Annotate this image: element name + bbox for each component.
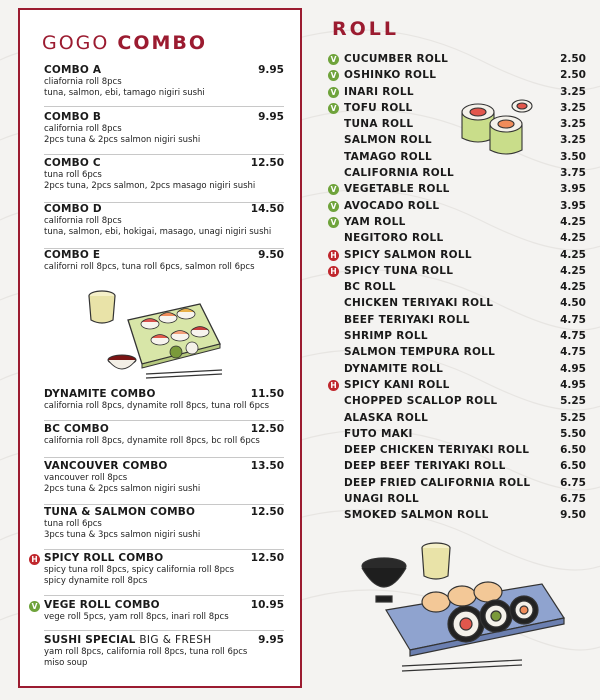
- combo-item-price: 9.95: [258, 111, 284, 123]
- roll-item[interactable]: [328, 411, 586, 427]
- roll-item-name: CHICKEN TERIYAKI ROLL: [344, 297, 494, 310]
- roll-item-price: 5.50: [560, 427, 586, 440]
- roll-item-name: YAM ROLL: [344, 215, 406, 228]
- combo-item-name: VEGE ROLL COMBO: [44, 599, 160, 611]
- roll-item-name: TAMAGO ROLL: [344, 150, 432, 163]
- hot-badge-icon: H: [328, 380, 339, 391]
- roll-item-price: 4.25: [560, 264, 586, 277]
- chopsticks-icon: [402, 660, 522, 671]
- roll-item-price: 5.25: [560, 411, 586, 424]
- roll-item-price: 6.50: [560, 444, 586, 457]
- combo-item-name: COMBO C: [44, 157, 101, 169]
- combo-item-desc: californi roll 8pcs, tuna roll 6pcs, salmon roll 6pcs: [44, 262, 255, 272]
- roll-item-name: UNAGI ROLL: [344, 493, 420, 506]
- hot-badge-icon: H: [328, 250, 339, 261]
- roll-item-name: SPICY KANI ROLL: [344, 378, 450, 391]
- roll-item[interactable]: [328, 199, 586, 215]
- combo-item-b[interactable]: [44, 111, 284, 155]
- combo-item-name: DYNAMITE COMBO: [44, 388, 156, 400]
- roll-item-price: 4.95: [560, 362, 586, 375]
- roll-item-name: OSHINKO ROLL: [344, 69, 437, 82]
- roll-item-name: DEEP FRIED CALIFORNIA ROLL: [344, 476, 531, 489]
- combo-item-desc: california roll 8pcs: [44, 216, 122, 226]
- roll-item-price: 4.25: [560, 215, 586, 228]
- combo-item-d[interactable]: [44, 203, 284, 249]
- roll-item-price: 3.95: [560, 199, 586, 212]
- soy-sauce-bowl-icon: [108, 355, 136, 369]
- roll-item[interactable]: [328, 264, 586, 280]
- vegetarian-badge-icon: V: [328, 54, 339, 65]
- tea-cup-icon: [89, 291, 115, 323]
- combo-item-price: 12.50: [250, 423, 284, 435]
- combo-item-desc: spicy tuna roll 8pcs, spicy california roll 8pcs: [44, 565, 235, 575]
- sushi-plate-icon: [128, 304, 220, 368]
- bento-set-illustration: [352, 540, 570, 680]
- roll-item-price: 3.25: [560, 101, 586, 114]
- roll-item-price: 3.25: [560, 85, 586, 98]
- combo-item-name: COMBO B: [44, 111, 102, 123]
- roll-item[interactable]: [328, 329, 586, 345]
- roll-item-price: 2.50: [560, 53, 586, 65]
- vegetarian-badge-icon: V: [328, 103, 339, 114]
- combo-item-name: [44, 634, 212, 646]
- combo-item-name: COMBO A: [44, 64, 102, 76]
- combo-item-price: 12.50: [250, 552, 284, 564]
- combo-item-desc: tuna, salmon, ebi, hokigai, masago, unagi nigiri sushi: [44, 227, 272, 237]
- roll-item[interactable]: [328, 296, 586, 312]
- roll-item-name: TUNA ROLL: [344, 118, 414, 131]
- roll-item[interactable]: [328, 378, 586, 394]
- combo-item-name: SPICY ROLL COMBO: [44, 552, 164, 564]
- roll-item-name: AVOCADO ROLL: [344, 199, 440, 212]
- roll-item[interactable]: [328, 280, 586, 296]
- roll-item-price: 3.50: [560, 150, 586, 163]
- vegetarian-badge-icon: V: [328, 217, 339, 228]
- roll-item[interactable]: [328, 394, 586, 410]
- combo-item-desc: vancouver roll 8pcs: [44, 473, 128, 483]
- combo-item-desc: yam roll 8pcs, california roll 8pcs, tuna roll 6pcs: [44, 647, 248, 657]
- tea-cup-icon: [422, 543, 450, 579]
- vegetarian-badge-icon: V: [328, 184, 339, 195]
- combo-title-bold: COMBO: [117, 32, 208, 54]
- combo-item-desc: spicy dynamite roll 8pcs: [44, 576, 148, 586]
- combo-item-desc: california roll 8pcs: [44, 124, 122, 134]
- sushi-platter-illustration: [80, 282, 240, 382]
- roll-item-price: 4.95: [560, 378, 586, 391]
- combo-item-vancouver[interactable]: [44, 460, 284, 505]
- roll-item[interactable]: [328, 427, 586, 443]
- roll-section-title: ROLL: [332, 18, 399, 40]
- combo-item-desc: cliafornia roll 8pcs: [44, 77, 122, 87]
- combo-item-desc: 2pcs tuna, 2pcs salmon, 2pcs masago nigiri sushi: [44, 181, 256, 191]
- combo-item-desc: vege roll 5pcs, yam roll 8pcs, inari roll 8pcs: [44, 612, 229, 622]
- combo-item-c[interactable]: [44, 157, 284, 203]
- combo-item-desc: miso soup: [44, 658, 88, 668]
- roll-item-price: 4.75: [560, 346, 586, 359]
- combo-section-title: [42, 32, 207, 54]
- combo-item-name: VANCOUVER COMBO: [44, 460, 168, 472]
- combo-item-spicy-roll[interactable]: [44, 552, 284, 596]
- combo-item-dynamite[interactable]: [44, 388, 284, 421]
- chopsticks-icon: [146, 370, 222, 378]
- roll-item[interactable]: [328, 492, 586, 508]
- combo-item-price: 12.50: [250, 506, 284, 518]
- combo-item-desc: tuna roll 6pcs: [44, 170, 102, 180]
- hot-badge-icon: H: [29, 554, 40, 565]
- roll-item-price: 2.50: [560, 69, 586, 82]
- roll-item-name: INARI ROLL: [344, 85, 414, 98]
- roll-item-name: BEEF TERIYAKI ROLL: [344, 313, 470, 326]
- roll-item-name: DEEP BEEF TERIYAKI ROLL: [344, 460, 506, 473]
- roll-item-price: 3.95: [560, 183, 586, 196]
- roll-item-price: 3.25: [560, 134, 586, 147]
- combo-item-desc: california roll 8pcs, dynamite roll 8pcs, tuna roll 6pcs: [44, 401, 270, 411]
- combo-item-price: 9.50: [258, 249, 284, 261]
- roll-item[interactable]: [328, 215, 586, 231]
- roll-item[interactable]: [328, 345, 586, 361]
- combo-item-name-suffix: BIG & FRESH: [139, 634, 212, 646]
- combo-item-price: 14.50: [250, 203, 284, 215]
- combo-item-vege-roll[interactable]: [44, 599, 284, 631]
- roll-item-price: 3.25: [560, 118, 586, 131]
- roll-item-name: SHRIMP ROLL: [344, 330, 428, 343]
- roll-item[interactable]: [328, 443, 586, 459]
- roll-item-name: SPICY SALMON ROLL: [344, 248, 472, 261]
- roll-item-name: CHOPPED SCALLOP ROLL: [344, 395, 498, 408]
- roll-item-name: DYNAMITE ROLL: [344, 362, 444, 375]
- combo-item-desc: tuna roll 6pcs: [44, 519, 102, 529]
- roll-item[interactable]: [328, 248, 586, 264]
- combo-item-sushi-special[interactable]: [44, 634, 284, 680]
- roll-item-price: 4.75: [560, 330, 586, 343]
- roll-item[interactable]: [328, 182, 586, 198]
- combo-item-desc: tuna, salmon, ebi, tamago nigiri sushi: [44, 88, 205, 98]
- roll-item-price: 5.25: [560, 395, 586, 408]
- roll-item[interactable]: [328, 459, 586, 475]
- roll-item[interactable]: [328, 362, 586, 378]
- roll-item-name: BC ROLL: [344, 281, 396, 294]
- roll-item[interactable]: [328, 166, 586, 182]
- roll-item[interactable]: [328, 476, 586, 492]
- roll-item-name: VEGETABLE ROLL: [344, 183, 450, 196]
- combo-item-price: 9.95: [258, 634, 284, 646]
- roll-item-name: TOFU ROLL: [344, 101, 413, 114]
- hot-badge-icon: H: [328, 266, 339, 277]
- roll-item-name: SALMON TEMPURA ROLL: [344, 346, 496, 359]
- combo-item-price: 10.95: [250, 599, 284, 611]
- combo-item-desc: 2pcs tuna & 2pcs salmon nigiri sushi: [44, 135, 201, 145]
- combo-item-desc: 3pcs tuna & 3pcs salmon nigiri sushi: [44, 530, 201, 540]
- combo-title-light: GOGO: [42, 32, 110, 54]
- combo-item-name: TUNA & SALMON COMBO: [44, 506, 196, 518]
- vegetarian-badge-icon: V: [328, 87, 339, 98]
- roll-item[interactable]: [328, 52, 586, 68]
- roll-item-name: CALIFORNIA ROLL: [344, 167, 454, 180]
- roll-item[interactable]: [328, 313, 586, 329]
- roll-item-name: SALMON ROLL: [344, 134, 432, 147]
- roll-item-name: SMOKED SALMON ROLL: [344, 509, 489, 522]
- vegetarian-badge-icon: V: [328, 201, 339, 212]
- combo-item-bc[interactable]: [44, 423, 284, 458]
- combo-item-price: 13.50: [250, 460, 284, 472]
- roll-item-price: 4.25: [560, 248, 586, 261]
- combo-item-price: 9.95: [258, 64, 284, 76]
- roll-item-price: 6.50: [560, 460, 586, 473]
- combo-item-name: BC COMBO: [44, 423, 109, 435]
- combo-item-a[interactable]: [44, 64, 284, 107]
- roll-item-name: SPICY TUNA ROLL: [344, 264, 454, 277]
- combo-item-name: COMBO E: [44, 249, 101, 261]
- roll-item[interactable]: [328, 231, 586, 247]
- miso-bowl-icon: [362, 558, 406, 602]
- sushi-roll-pieces-illustration: [456, 94, 536, 158]
- roll-item-price: 4.75: [560, 313, 586, 326]
- roll-item[interactable]: [328, 508, 586, 524]
- combo-item-price: 11.50: [250, 388, 284, 400]
- combo-item-e[interactable]: [44, 249, 284, 279]
- combo-item-price: 12.50: [250, 157, 284, 169]
- roll-item-name: ALASKA ROLL: [344, 411, 429, 424]
- combo-panel: [18, 8, 302, 688]
- roll-item-name: NEGITORO ROLL: [344, 232, 444, 245]
- combo-item-desc: 2pcs tuna & 2pcs salmon nigiri sushi: [44, 484, 201, 494]
- combo-item-tuna-salmon[interactable]: [44, 506, 284, 550]
- roll-item-price: 6.75: [560, 493, 586, 506]
- roll-item-name: FUTO MAKI: [344, 427, 413, 440]
- roll-item-price: 9.50: [560, 509, 586, 522]
- roll-item-price: 6.75: [560, 476, 586, 489]
- combo-item-name: COMBO D: [44, 203, 102, 215]
- roll-item-price: 4.50: [560, 297, 586, 310]
- vegetarian-badge-icon: V: [328, 70, 339, 81]
- combo-item-desc: california roll 8pcs, dynamite roll 8pcs, bc roll 6pcs: [44, 436, 260, 446]
- combo-item-name-main: SUSHI SPECIAL: [44, 634, 136, 646]
- roll-item-price: 4.25: [560, 232, 586, 245]
- roll-item-name: DEEP CHICKEN TERIYAKI ROLL: [344, 444, 530, 457]
- roll-item-price: 4.25: [560, 281, 586, 294]
- roll-item-name: CUCUMBER ROLL: [344, 53, 449, 65]
- vegetarian-badge-icon: V: [29, 601, 40, 612]
- roll-item-price: 3.75: [560, 167, 586, 180]
- roll-item[interactable]: [328, 68, 586, 84]
